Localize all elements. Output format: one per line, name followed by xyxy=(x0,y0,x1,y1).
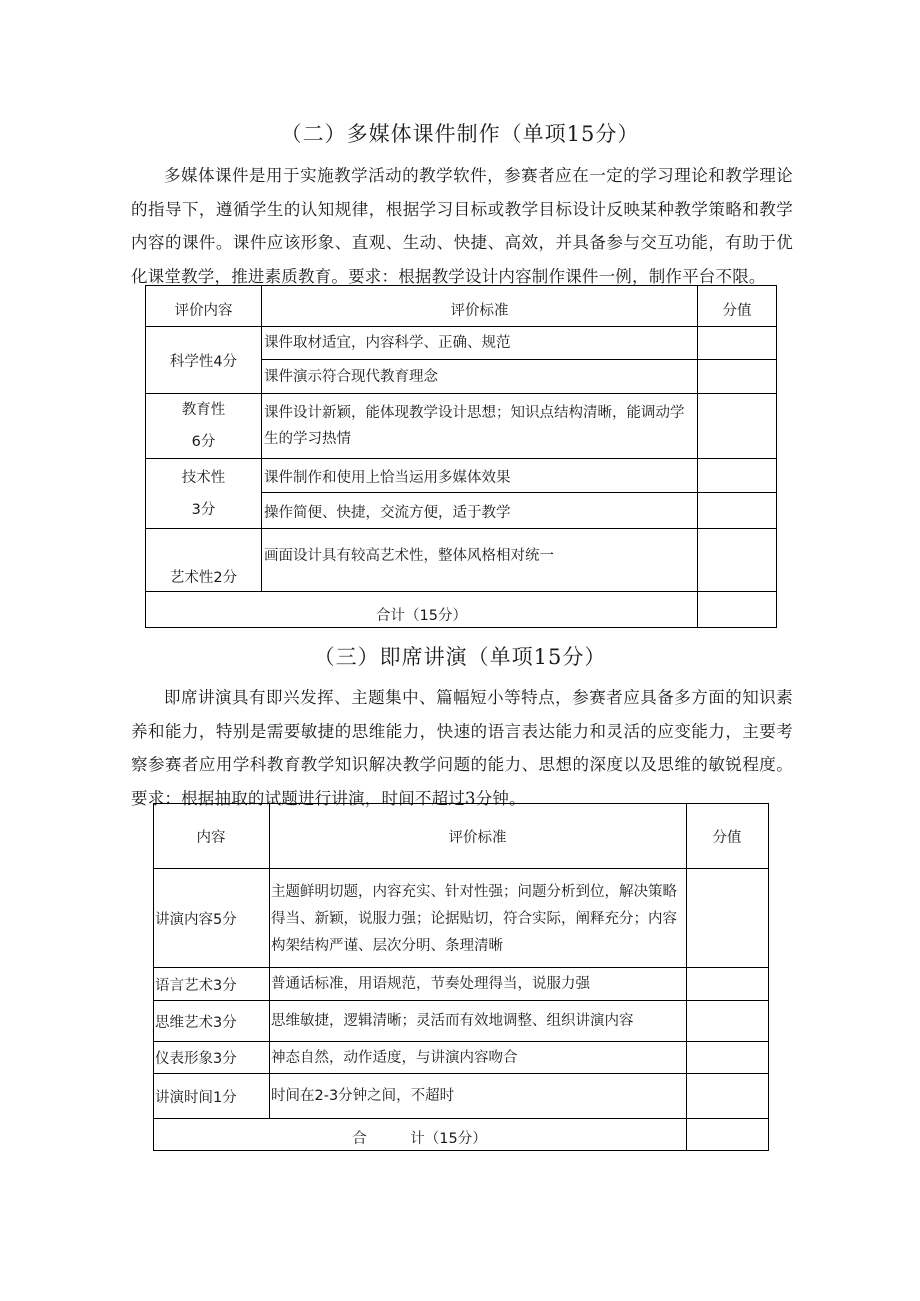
t2-category-content: 讲演内容5分 xyxy=(154,869,270,968)
t1-criteria-science-2: 课件演示符合现代教育理念 xyxy=(262,360,698,394)
section3-intro xyxy=(131,681,793,815)
t2-header-category: 内容 xyxy=(154,804,270,869)
t2-score-cell[interactable] xyxy=(687,968,769,1001)
t1-total-label: 合计（15分） xyxy=(146,592,698,628)
t2-score-cell[interactable] xyxy=(687,869,769,968)
t1-category-education-points: 6分 xyxy=(191,434,216,450)
t1-criteria-education: 课件设计新颖，能体现教学设计思想；知识点结构清晰，能调动学生的学习热情 xyxy=(262,394,698,459)
t1-category-technology xyxy=(146,459,262,529)
t2-total-label: 合 计（15分） xyxy=(154,1119,687,1151)
t1-category-education xyxy=(146,394,262,459)
t2-criteria-time: 时间在2-3分钟之间，不超时 xyxy=(270,1074,687,1119)
t1-total-score-cell[interactable] xyxy=(698,592,777,628)
t1-criteria-technology-1: 课件制作和使用上恰当运用多媒体效果 xyxy=(262,459,698,493)
t1-score-cell[interactable] xyxy=(698,327,777,360)
section2-intro-text: 多媒体课件是用于实施教学活动的教学软件，参赛者应在一定的学习理论和教学理论的指导下，遵循学生的认知规律，根据学习目标或教学目标设计反映某种教学策略和教学内容的课件。课件应该形象、直观、生动、快捷、高效，并具备参与交互功能，有助于优化课堂教学，推进素质教育。要求：根据教学设计内容制作课件一例，制作平台不限。 xyxy=(131,166,793,286)
t1-criteria-art: 画面设计具有较高艺术性，整体风格相对统一 xyxy=(262,529,698,592)
t2-score-cell[interactable] xyxy=(687,1074,769,1119)
t1-header-criteria: 评价标准 xyxy=(262,286,698,327)
section3-intro-text: 即席讲演具有即兴发挥、主题集中、篇幅短小等特点，参赛者应具备多方面的知识素养和能力，特别是需要敏捷的思维能力，快速的语言表达能力和灵活的应变能力，主要考察参赛者应用学科教育教学知识解决教学问题的能力、思想的深度以及思维的敏锐程度。要求：根据抽取的试题进行讲演，时间不超过3分钟。 xyxy=(131,688,793,808)
t2-category-thinking: 思维艺术3分 xyxy=(154,1001,270,1042)
t2-criteria-thinking: 思维敏捷，逻辑清晰；灵活而有效地调整、组织讲演内容 xyxy=(270,1001,687,1042)
t2-header-score: 分值 xyxy=(687,804,769,869)
t1-header-category: 评价内容 xyxy=(146,286,262,327)
t2-criteria-content: 主题鲜明切题，内容充实、针对性强；问题分析到位，解决策略得当、新颖，说服力强；论据贴切，符合实际，阐释充分；内容构架结构严谨、层次分明、条理清晰 xyxy=(270,869,687,968)
t1-criteria-technology-2: 操作简便、快捷，交流方便，适于教学 xyxy=(262,493,698,529)
t2-category-language: 语言艺术3分 xyxy=(154,968,270,1001)
t1-score-cell[interactable] xyxy=(698,529,777,592)
speech-evaluation-table xyxy=(153,803,769,1151)
t2-criteria-appearance: 神态自然，动作适度，与讲演内容吻合 xyxy=(270,1042,687,1074)
courseware-evaluation-table xyxy=(145,285,777,628)
t1-score-cell[interactable] xyxy=(698,493,777,529)
t2-score-cell[interactable] xyxy=(687,1001,769,1042)
section2-title: （二）多媒体课件制作（单项15分） xyxy=(280,122,640,146)
t1-category-art: 艺术性2分 xyxy=(146,529,262,592)
t2-criteria-language: 普通话标准，用语规范，节奏处理得当，说服力强 xyxy=(270,968,687,1001)
t1-criteria-science-1: 课件取材适宜，内容科学、正确、规范 xyxy=(262,327,698,360)
t1-category-education-name: 教育性 xyxy=(181,402,226,418)
t1-category-technology-name: 技术性 xyxy=(181,469,226,486)
t1-score-cell[interactable] xyxy=(698,394,777,459)
t2-score-cell[interactable] xyxy=(687,1042,769,1074)
t2-category-appearance: 仪表形象3分 xyxy=(154,1042,270,1074)
t2-header-criteria: 评价标准 xyxy=(270,804,687,869)
section2-intro xyxy=(131,159,793,293)
t2-category-time: 讲演时间1分 xyxy=(154,1074,270,1119)
section3-title: （三）即席讲演（单项15分） xyxy=(313,645,607,669)
t1-score-cell[interactable] xyxy=(698,360,777,394)
t1-category-technology-points: 3分 xyxy=(191,501,216,518)
t1-score-cell[interactable] xyxy=(698,459,777,493)
t2-total-score-cell[interactable] xyxy=(687,1119,769,1151)
t1-header-score: 分值 xyxy=(698,286,777,327)
t1-category-science: 科学性4分 xyxy=(146,327,262,394)
